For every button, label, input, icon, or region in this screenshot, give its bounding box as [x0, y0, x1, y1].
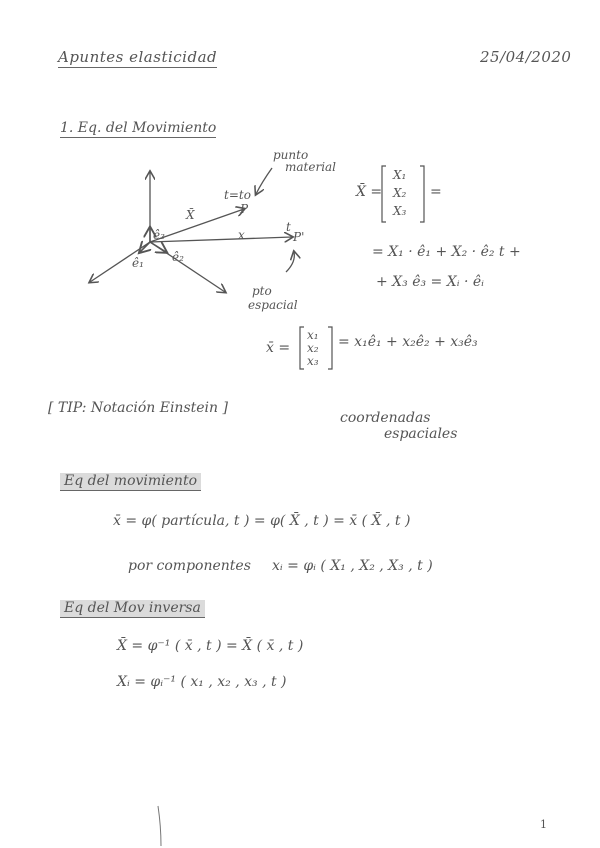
label-material: material	[285, 160, 337, 174]
note-espaciales: espaciales	[384, 426, 458, 442]
label-t-t0: t=to	[224, 188, 251, 202]
eq-motion-components: xᵢ = φᵢ ( X₁ , X₂ , X₃ , t )	[272, 558, 433, 574]
label-e1: ê₁	[132, 256, 144, 270]
eq-x-rhs: = x₁ê₁ + x₂ê₂ + x₃ê₃	[338, 334, 478, 350]
eq-X-lhs: X̄ =	[356, 184, 383, 200]
eq-inverse-motion: X̄ = φ⁻¹ ( x̄ , t ) = X̄ ( x̄ , t )	[117, 638, 304, 654]
eq-motion: x̄ = φ( partícula, t ) = φ( X̄ , t ) = x̄ ( X̄ , t )	[113, 513, 411, 529]
label-e2: ê₂	[172, 250, 184, 264]
label-e3: ê₃	[153, 228, 165, 242]
tip-einstein: [ TIP: Notación Einstein ]	[48, 400, 228, 416]
section-heading-eq-movimiento: Eq del movimiento	[60, 473, 201, 491]
label-x-vector: x	[238, 228, 245, 242]
label-por-componentes: por componentes	[128, 558, 251, 574]
label-P-prime: P'	[293, 230, 305, 244]
eq-X-equals: =	[430, 184, 442, 200]
page-date: 25/04/2020	[480, 48, 572, 66]
page-title: Apuntes elasticidad	[58, 48, 218, 66]
section-heading-mov-inversa: Eq del Mov inversa	[60, 600, 205, 618]
pen-mark	[158, 806, 161, 846]
eq-X-comp-3: X₃	[393, 204, 407, 218]
eq-x-lhs: x̄ =	[266, 340, 291, 356]
eq-x-comp-1: x₁	[307, 328, 319, 342]
bracket-right-X	[420, 166, 424, 222]
eq-inverse-components: Xᵢ = φᵢ⁻¹ ( x₁ , x₂ , x₃ , t )	[117, 674, 287, 690]
eq-x-comp-2: x₂	[307, 341, 319, 355]
note-coordenadas: coordenadas	[340, 410, 431, 426]
eq-x-comp-3: x₃	[307, 354, 319, 368]
eq-X-line3: + X₃ ê₃ = Xᵢ · êᵢ	[376, 274, 484, 290]
label-punto: punto	[273, 148, 309, 162]
label-P: P	[240, 202, 249, 216]
unit-vector-e2	[150, 242, 166, 252]
label-t: t	[286, 220, 291, 234]
bracket-left-X	[382, 166, 386, 222]
bracket-right-x	[328, 327, 332, 369]
arrow-punto-material	[256, 168, 272, 194]
section-heading-movimiento: 1. Eq. del Movimiento	[60, 120, 217, 136]
label-pto: pto	[252, 284, 272, 298]
page-number: 1	[540, 818, 547, 831]
eq-X-comp-2: X₂	[393, 186, 407, 200]
label-X-vector: X̄	[186, 208, 195, 222]
vector-x	[150, 237, 292, 242]
eq-X-line2: = X₁ · ê₁ + X₂ · ê₂ t +	[372, 244, 521, 260]
arrow-pto-espacial	[286, 252, 294, 272]
label-espacial: espacial	[248, 298, 298, 312]
eq-X-comp-1: X₁	[393, 168, 407, 182]
bracket-left-x	[300, 327, 304, 369]
